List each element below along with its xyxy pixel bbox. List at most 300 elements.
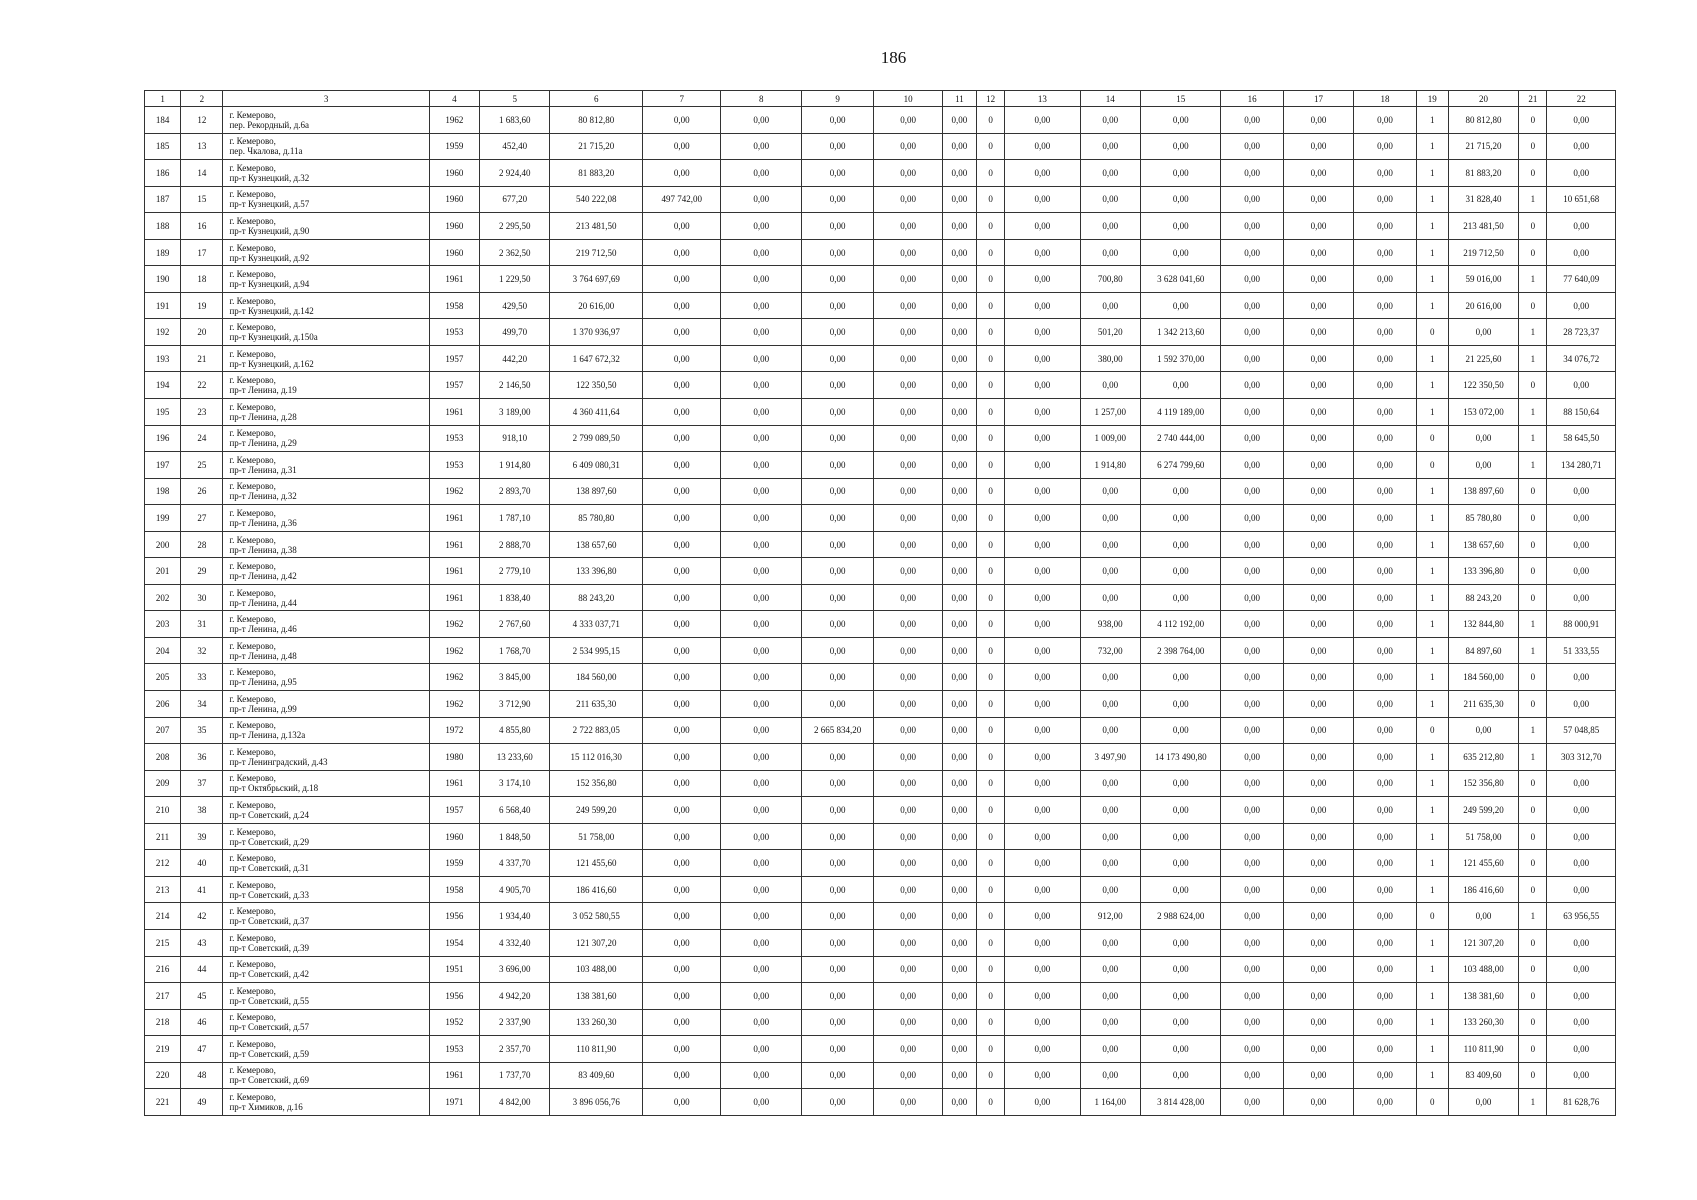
table-cell: 1 914,80 (480, 452, 550, 479)
address-street: пр-т Советский, д.24 (229, 809, 310, 820)
table-cell: 36 (181, 744, 223, 771)
table-cell: 0,00 (942, 292, 976, 319)
table-cell: 0,00 (801, 770, 873, 797)
table-cell: 85 780,80 (1448, 505, 1518, 532)
table-cell: 0,00 (942, 664, 976, 691)
address-street: пр-т Ленина, д.132а (229, 730, 306, 741)
table-cell: 38 (181, 797, 223, 824)
table-cell: 0,00 (1354, 345, 1416, 372)
table-cell: 0,00 (942, 213, 976, 240)
table-cell: 84 897,60 (1448, 637, 1518, 664)
table-cell: 121 455,60 (1448, 850, 1518, 877)
table-cell: 1 (1416, 345, 1448, 372)
table-cell: 0,00 (1221, 186, 1283, 213)
table-cell: 31 828,40 (1448, 186, 1518, 213)
table-body (145, 107, 1616, 1116)
table-cell: 1 (1519, 425, 1547, 452)
table-cell: 16 (181, 213, 223, 240)
table-cell: 0 (1416, 717, 1448, 744)
table-cell: 186 416,60 (1448, 876, 1518, 903)
table-cell: 15 112 016,30 (550, 744, 643, 771)
table-cell: 303 312,70 (1547, 744, 1616, 771)
table-cell: 0,00 (721, 425, 801, 452)
table-cell: 2 988 624,00 (1140, 903, 1220, 930)
table-cell: 0,00 (942, 452, 976, 479)
table-cell: 0,00 (801, 983, 873, 1010)
table-cell: 27 (181, 505, 223, 532)
table-row (145, 1036, 1616, 1063)
table-cell: 0,00 (1005, 160, 1080, 187)
table-cell: 0,00 (1547, 292, 1616, 319)
table-cell: 195 (145, 399, 181, 426)
table-cell: 1 737,70 (480, 1062, 550, 1089)
table-cell: 1960 (429, 823, 479, 850)
table-cell: 1 (1416, 770, 1448, 797)
table-cell: 1 342 213,60 (1140, 319, 1220, 346)
table-cell: 0,00 (643, 956, 721, 983)
table-row (145, 956, 1616, 983)
address-city: г. Кемерово, (229, 269, 276, 280)
table-cell: 0,00 (874, 1036, 942, 1063)
table-cell: 103 488,00 (1448, 956, 1518, 983)
address-city: г. Кемерово, (229, 375, 276, 386)
table-cell: 0,00 (801, 876, 873, 903)
table-row (145, 292, 1616, 319)
table-cell: 138 381,60 (1448, 983, 1518, 1010)
table-cell: 0,00 (643, 611, 721, 638)
address-street: пр-т Кузнецкий, д.150а (229, 332, 318, 343)
table-cell: 205 (145, 664, 181, 691)
table-cell: 0,00 (801, 1062, 873, 1089)
table-cell: 0,00 (1283, 107, 1353, 134)
table-cell: 2 893,70 (480, 478, 550, 505)
table-row (145, 691, 1616, 718)
table-cell: 0,00 (1283, 956, 1353, 983)
table-cell: 1960 (429, 186, 479, 213)
table-cell: 0,00 (721, 1089, 801, 1116)
table-cell: 0,00 (721, 372, 801, 399)
table-cell: 0,00 (1354, 956, 1416, 983)
table-cell: 0 (977, 558, 1005, 585)
table-row (145, 531, 1616, 558)
table-cell: 0 (1519, 797, 1547, 824)
table-cell: 0,00 (1080, 983, 1140, 1010)
table-cell: 80 812,80 (1448, 107, 1518, 134)
address-city: г. Кемерово, (229, 985, 276, 996)
address-city: г. Кемерово, (229, 640, 276, 651)
table-cell: 0,00 (1283, 770, 1353, 797)
table-cell: 0,00 (721, 717, 801, 744)
table-cell: 0,00 (1005, 770, 1080, 797)
table-cell: 1962 (429, 611, 479, 638)
table-cell: 0 (977, 983, 1005, 1010)
table-cell: 0,00 (874, 797, 942, 824)
table-cell: 0,00 (1547, 213, 1616, 240)
table-cell: 0,00 (643, 1089, 721, 1116)
address-street: пр-т Кузнецкий, д.142 (229, 305, 314, 316)
table-cell: 0,00 (874, 770, 942, 797)
table-cell: 0,00 (1354, 929, 1416, 956)
table-cell: 0,00 (1140, 478, 1220, 505)
table-cell: 81 628,76 (1547, 1089, 1616, 1116)
table-cell: 18 (181, 266, 223, 293)
table-cell: 1957 (429, 372, 479, 399)
table-cell: 1 (1416, 664, 1448, 691)
table-cell: 0,00 (801, 558, 873, 585)
address-cell (223, 160, 429, 187)
address-city: г. Кемерово, (229, 879, 276, 890)
address-cell (223, 505, 429, 532)
table-cell: 1962 (429, 637, 479, 664)
column-header: 20 (1448, 91, 1518, 107)
table-cell: 0,00 (942, 1089, 976, 1116)
table-cell: 0,00 (1080, 186, 1140, 213)
address-street: пр-т Ленина, д.36 (229, 517, 297, 528)
table-cell: 0,00 (942, 956, 976, 983)
table-cell: 0,00 (1080, 770, 1140, 797)
table-cell: 0,00 (1354, 1089, 1416, 1116)
table-cell: 0 (977, 1062, 1005, 1089)
table-cell: 121 307,20 (550, 929, 643, 956)
address-street: пр-т Советский, д.55 (229, 995, 310, 1006)
table-cell: 1961 (429, 531, 479, 558)
table-cell: 0 (1416, 452, 1448, 479)
table-cell: 0,00 (1547, 505, 1616, 532)
table-cell: 0,00 (1283, 213, 1353, 240)
table-cell: 0,00 (1221, 1062, 1283, 1089)
table-cell: 1952 (429, 1009, 479, 1036)
table-cell: 1 914,80 (1080, 452, 1140, 479)
column-header: 17 (1283, 91, 1353, 107)
table-cell: 42 (181, 903, 223, 930)
table-row (145, 160, 1616, 187)
address-city: г. Кемерово, (229, 1038, 276, 1049)
table-cell: 0,00 (801, 1036, 873, 1063)
table-cell: 0,00 (721, 452, 801, 479)
table-cell: 0,00 (942, 319, 976, 346)
table-cell: 208 (145, 744, 181, 771)
table-cell: 0,00 (1283, 1062, 1353, 1089)
table-cell: 21 225,60 (1448, 345, 1518, 372)
table-cell: 0 (977, 717, 1005, 744)
table-cell: 1 787,10 (480, 505, 550, 532)
table-cell: 0,00 (643, 213, 721, 240)
table-cell: 3 712,90 (480, 691, 550, 718)
table-cell: 0,00 (1005, 452, 1080, 479)
table-cell: 1956 (429, 903, 479, 930)
table-cell: 133 396,80 (1448, 558, 1518, 585)
table-cell: 0,00 (1140, 691, 1220, 718)
table-cell: 0,00 (1354, 239, 1416, 266)
table-cell: 0,00 (1283, 558, 1353, 585)
table-row (145, 345, 1616, 372)
table-cell: 3 845,00 (480, 664, 550, 691)
table-cell: 2 534 995,15 (550, 637, 643, 664)
table-cell: 0,00 (1140, 983, 1220, 1010)
address-city: г. Кемерово, (229, 959, 276, 970)
table-cell: 203 (145, 611, 181, 638)
table-cell: 700,80 (1080, 266, 1140, 293)
table-cell: 501,20 (1080, 319, 1140, 346)
table-cell: 0,00 (1080, 929, 1140, 956)
address-cell (223, 983, 429, 1010)
table-cell: 0,00 (1221, 983, 1283, 1010)
table-cell: 0,00 (801, 399, 873, 426)
table-cell: 0,00 (1140, 160, 1220, 187)
table-cell: 0,00 (1140, 876, 1220, 903)
table-cell: 0,00 (1221, 717, 1283, 744)
table-cell: 44 (181, 956, 223, 983)
table-cell: 0,00 (1221, 797, 1283, 824)
table-cell: 1953 (429, 425, 479, 452)
table-cell: 15 (181, 186, 223, 213)
table-cell: 0 (977, 691, 1005, 718)
table-cell: 0,00 (1005, 611, 1080, 638)
table-cell: 0,00 (1221, 505, 1283, 532)
table-cell: 0,00 (1005, 797, 1080, 824)
address-cell (223, 637, 429, 664)
table-cell: 1 229,50 (480, 266, 550, 293)
address-city: г. Кемерово, (229, 906, 276, 917)
table-cell: 1 838,40 (480, 584, 550, 611)
table-cell: 0,00 (801, 744, 873, 771)
table-cell: 1 768,70 (480, 637, 550, 664)
table-cell: 0,00 (1005, 850, 1080, 877)
address-street: пр-т Советский, д.33 (229, 889, 310, 900)
address-cell (223, 372, 429, 399)
table-cell: 17 (181, 239, 223, 266)
table-cell: 0 (1519, 505, 1547, 532)
table-row (145, 213, 1616, 240)
table-cell: 1 (1519, 345, 1547, 372)
table-cell: 0,00 (801, 531, 873, 558)
table-cell: 0,00 (1283, 1089, 1353, 1116)
table-cell: 0,00 (1354, 186, 1416, 213)
table-cell: 0,00 (721, 505, 801, 532)
table-cell: 188 (145, 213, 181, 240)
table-cell: 0,00 (1080, 478, 1140, 505)
table-cell: 0,00 (1448, 319, 1518, 346)
table-cell: 133 260,30 (550, 1009, 643, 1036)
table-cell: 0,00 (1005, 505, 1080, 532)
table-cell: 0,00 (1448, 425, 1518, 452)
table-cell: 1960 (429, 213, 479, 240)
table-cell: 0,00 (1283, 1036, 1353, 1063)
table-cell: 0,00 (942, 823, 976, 850)
column-header: 15 (1140, 91, 1220, 107)
table-cell: 0,00 (1547, 1036, 1616, 1063)
table-cell: 0,00 (1005, 186, 1080, 213)
address-city: г. Кемерово, (229, 534, 276, 545)
table-cell: 0,00 (1354, 452, 1416, 479)
table-cell: 0,00 (1547, 770, 1616, 797)
table-cell: 4 112 192,00 (1140, 611, 1220, 638)
address-cell (223, 531, 429, 558)
table-cell: 0,00 (874, 478, 942, 505)
table-cell: 0,00 (801, 107, 873, 134)
table-cell: 0,00 (874, 452, 942, 479)
address-cell (223, 399, 429, 426)
table-cell: 0,00 (874, 1062, 942, 1089)
table-cell: 0,00 (1448, 452, 1518, 479)
table-cell: 0 (977, 611, 1005, 638)
table-cell: 0 (1519, 929, 1547, 956)
table-cell: 0,00 (721, 160, 801, 187)
table-cell: 197 (145, 452, 181, 479)
address-cell (223, 797, 429, 824)
address-city: г. Кемерово, (229, 746, 276, 757)
table-cell: 1 (1519, 319, 1547, 346)
table-cell: 0,00 (942, 531, 976, 558)
table-cell: 3 174,10 (480, 770, 550, 797)
table-cell: 0 (1519, 1036, 1547, 1063)
table-cell: 0 (977, 1036, 1005, 1063)
table-cell: 0,00 (1005, 664, 1080, 691)
table-cell: 0,00 (801, 956, 873, 983)
table-cell: 0,00 (942, 1062, 976, 1089)
table-cell: 45 (181, 983, 223, 1010)
table-cell: 0,00 (1221, 558, 1283, 585)
table-cell: 58 645,50 (1547, 425, 1616, 452)
address-cell (223, 1009, 429, 1036)
table-cell: 138 657,60 (550, 531, 643, 558)
table-cell: 0,00 (1221, 452, 1283, 479)
address-street: пр-т Ленина, д.29 (229, 438, 297, 449)
table-cell: 1 (1416, 213, 1448, 240)
table-cell: 0,00 (1221, 691, 1283, 718)
address-street: пр-т Ленина, д.28 (229, 411, 297, 422)
table-cell: 0,00 (721, 186, 801, 213)
table-cell: 0,00 (1140, 372, 1220, 399)
table-cell: 213 481,50 (1448, 213, 1518, 240)
table-cell: 0,00 (1221, 637, 1283, 664)
table-cell: 211 (145, 823, 181, 850)
address-cell (223, 929, 429, 956)
address-city: г. Кемерово, (229, 799, 276, 810)
table-cell: 0 (977, 266, 1005, 293)
table-cell: 0,00 (721, 266, 801, 293)
address-street: пр-т Кузнецкий, д.92 (229, 252, 310, 263)
address-street: пр-т Ленина, д.99 (229, 703, 297, 714)
table-cell: 0,00 (874, 558, 942, 585)
table-cell: 3 696,00 (480, 956, 550, 983)
address-street: пр-т Ленина, д.44 (229, 597, 297, 608)
table-cell: 41 (181, 876, 223, 903)
table-cell: 2 398 764,00 (1140, 637, 1220, 664)
table-cell: 48 (181, 1062, 223, 1089)
table-cell: 0,00 (643, 664, 721, 691)
table-cell: 25 (181, 452, 223, 479)
table-cell: 1 (1519, 744, 1547, 771)
table-cell: 0,00 (801, 637, 873, 664)
table-row (145, 823, 1616, 850)
table-cell: 189 (145, 239, 181, 266)
table-cell: 206 (145, 691, 181, 718)
table-cell: 211 635,30 (1448, 691, 1518, 718)
table-cell: 0,00 (1283, 345, 1353, 372)
address-city: г. Кемерово, (229, 1092, 276, 1103)
table-cell: 0,00 (1354, 1009, 1416, 1036)
table-cell: 0,00 (942, 239, 976, 266)
table-cell: 39 (181, 823, 223, 850)
table-cell: 0,00 (1283, 823, 1353, 850)
table-cell: 0,00 (1140, 770, 1220, 797)
table-cell: 0 (1519, 1009, 1547, 1036)
table-cell: 0,00 (801, 133, 873, 160)
table-cell: 0 (1519, 239, 1547, 266)
table-cell: 0,00 (721, 1036, 801, 1063)
table-cell: 1 (1416, 876, 1448, 903)
table-cell: 0,00 (874, 399, 942, 426)
column-header: 16 (1221, 91, 1283, 107)
address-city: г. Кемерово, (229, 614, 276, 625)
table-cell: 0 (977, 850, 1005, 877)
table-cell: 213 481,50 (550, 213, 643, 240)
table-row (145, 611, 1616, 638)
table-cell: 83 409,60 (1448, 1062, 1518, 1089)
table-cell: 0,00 (1080, 292, 1140, 319)
table-cell: 0 (977, 903, 1005, 930)
table-cell: 0,00 (643, 399, 721, 426)
table-cell: 0,00 (874, 372, 942, 399)
table-cell: 1958 (429, 876, 479, 903)
table-cell: 0,00 (1005, 1036, 1080, 1063)
table-cell: 51 758,00 (550, 823, 643, 850)
column-header: 13 (1005, 91, 1080, 107)
table-cell: 24 (181, 425, 223, 452)
table-cell: 912,00 (1080, 903, 1140, 930)
table-cell: 0,00 (1283, 929, 1353, 956)
table-cell: 1 (1416, 823, 1448, 850)
table-cell: 1 (1416, 160, 1448, 187)
table-cell: 0,00 (1354, 399, 1416, 426)
table-cell: 0,00 (801, 903, 873, 930)
table-cell: 0,00 (1547, 239, 1616, 266)
table-cell: 0 (977, 239, 1005, 266)
table-header (145, 91, 1616, 107)
table-cell: 0,00 (643, 797, 721, 824)
table-cell: 221 (145, 1089, 181, 1116)
table-cell: 1980 (429, 744, 479, 771)
table-cell: 0,00 (721, 399, 801, 426)
table-cell: 0,00 (801, 292, 873, 319)
table-row (145, 584, 1616, 611)
table-cell: 0,00 (1221, 850, 1283, 877)
address-city: г. Кемерово, (229, 428, 276, 439)
table-row (145, 505, 1616, 532)
table-cell: 200 (145, 531, 181, 558)
table-cell: 1 (1519, 637, 1547, 664)
table-cell: 2 924,40 (480, 160, 550, 187)
table-cell: 0,00 (1080, 160, 1140, 187)
table-cell: 1951 (429, 956, 479, 983)
table-cell: 51 333,55 (1547, 637, 1616, 664)
table-cell: 0 (1416, 319, 1448, 346)
table-cell: 0,00 (643, 133, 721, 160)
table-cell: 34 076,72 (1547, 345, 1616, 372)
table-cell: 0,00 (1080, 823, 1140, 850)
table-cell: 184 560,00 (550, 664, 643, 691)
table-cell: 0,00 (1547, 133, 1616, 160)
address-city: г. Кемерово, (229, 561, 276, 572)
table-cell: 0,00 (1547, 1062, 1616, 1089)
table-cell: 23 (181, 399, 223, 426)
table-cell: 2 779,10 (480, 558, 550, 585)
table-cell: 0,00 (942, 903, 976, 930)
table-cell: 194 (145, 372, 181, 399)
table-cell: 0 (1519, 584, 1547, 611)
table-cell: 3 764 697,69 (550, 266, 643, 293)
